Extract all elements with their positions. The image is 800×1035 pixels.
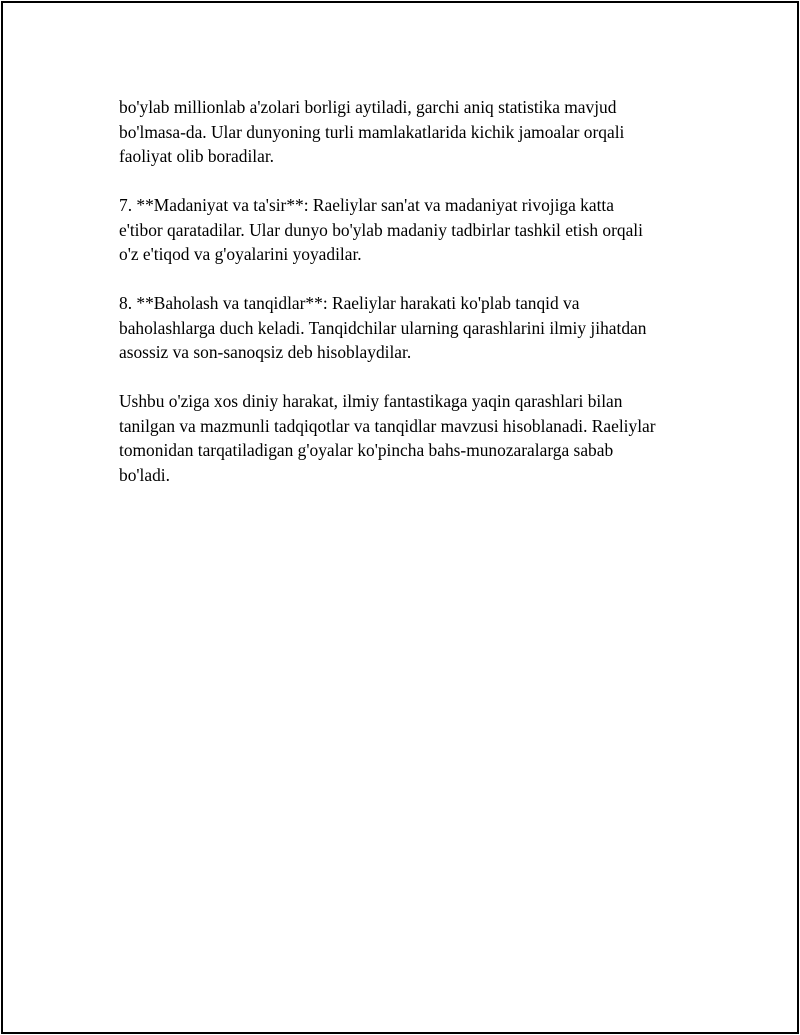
text-line: asossiz va son-sanoqsiz deb hisoblaydilar. [119,342,412,362]
page-body [119,95,699,512]
paragraph-criticism [119,291,699,365]
paragraph-membership [119,95,699,169]
document-page [1,1,799,1034]
text-line: 8. **Baholash va tanqidlar**: Raeliylar harakati ko'plab tanqid va [119,293,580,313]
text-line: tomonidan tarqatiladigan g'oyalar ko'pincha bahs-munozaralarga sabab [119,440,614,460]
text-line: Ushbu o'ziga xos diniy harakat, ilmiy fantastikaga yaqin qarashlari bilan [119,391,623,411]
text-line: o'z e'tiqod va g'oyalarini yoyadilar. [119,244,362,264]
text-line: tanilgan va mazmunli tadqiqotlar va tanqidlar mavzusi hisoblanadi. Raeliylar [119,415,656,436]
text-line: bo'ladi. [119,464,170,485]
text-line: e'tibor qaratadilar. Ular dunyo bo'ylab madaniy tadbirlar tashkil etish orqali [119,219,643,240]
text-line: bo'ylab millionlab a'zolari borligi aytiladi, garchi aniq statistika mavjud [119,97,617,117]
paragraph-conclusion [119,389,699,487]
text-line: faoliyat olib boradilar. [119,146,275,166]
paragraph-culture-influence [119,193,699,267]
text-line: baholashlarga duch keladi. Tanqidchilar ularning qarashlarini ilmiy jihatdan [119,317,647,338]
text-line: 7. **Madaniyat va ta'sir**: Raeliylar san'at va madaniyat rivojiga katta [119,195,614,215]
text-line: bo'lmasa-da. Ular dunyoning turli mamlakatlarida kichik jamoalar orqali [119,121,625,142]
